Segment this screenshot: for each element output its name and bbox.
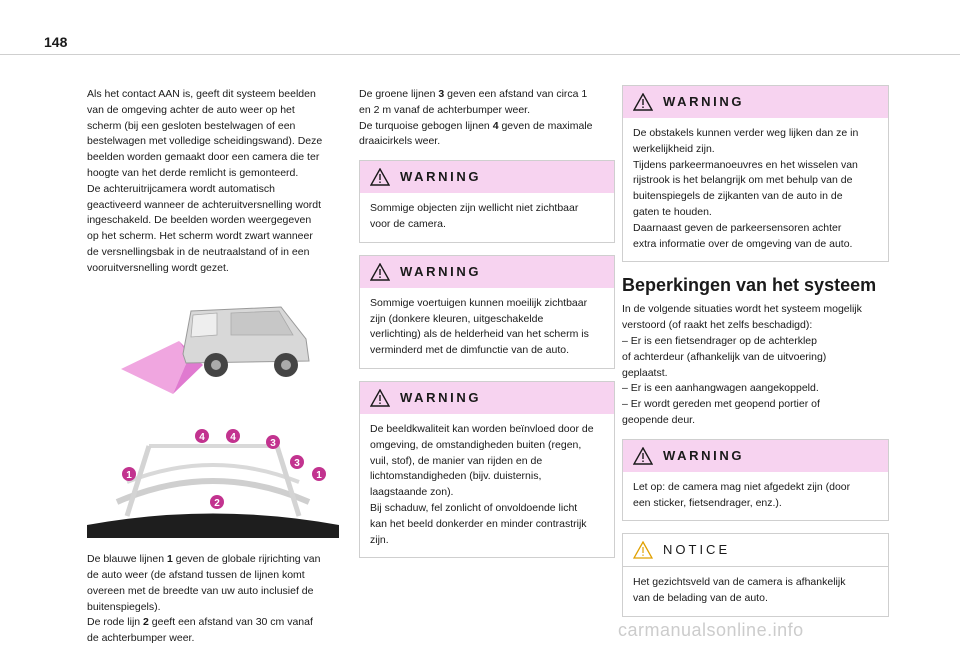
page-number: 148 — [44, 34, 68, 50]
warning-box — [359, 255, 615, 369]
notice-header — [623, 534, 888, 567]
svg-text:2: 2 — [214, 498, 220, 510]
warning-text: Sommige objecten zijn wellicht niet zichtbaar voor de camera. — [370, 202, 579, 230]
notice-box — [622, 533, 889, 617]
warning-box — [622, 85, 889, 262]
limitations-text: In de volgende situaties wordt het systeem mogelijk verstoord (of raakt het zelfs beschadigd): – Er is een fietsendrager op de achterklep of achterdeur (afhankelijk van de uitvoering) geplaatst. – Er is een aanhangwagen aangekoppeld. – Er wordt gereden met geopend portier of geopende deur. — [622, 303, 862, 426]
guideline-caption: De blauwe lijnen 1 geven de globale rijrichting van de auto weer (de afstand tussen de lijnen komt overeen met de breedte van uw auto inclusief de buitenspiegels). De rode lijn 2 geeft een afstand van 30 cm vanaf de achterbumper weer. — [87, 553, 321, 645]
notice-triangle-icon — [633, 541, 653, 559]
svg-text:4: 4 — [230, 432, 236, 444]
warning-text: Sommige voertuigen kunnen moeilijk zichtbaar zijn (donkere kleuren, uitgeschakelde verlichting) als de helderheid van het scherm is verminderd met de dimfunctie van de auto. — [370, 296, 589, 357]
svg-text:3: 3 — [270, 438, 276, 450]
warning-title: WARNING — [400, 169, 482, 185]
marker-4-left — [195, 429, 209, 443]
marker-3-upper — [266, 435, 280, 449]
warning-box — [359, 160, 615, 243]
warning-title: WARNING — [663, 447, 745, 463]
warning-header — [360, 382, 614, 414]
van-rear-window — [191, 313, 217, 337]
warning-header — [623, 440, 888, 472]
warning-header — [623, 86, 888, 118]
marker-3-lower — [290, 455, 304, 469]
warning-header — [360, 256, 614, 288]
warning-header — [360, 161, 614, 193]
warning-title: WARNING — [400, 263, 482, 279]
notice-title: NOTICE — [663, 542, 731, 558]
warning-triangle-icon — [633, 447, 653, 465]
warning-title: WARNING — [663, 94, 745, 110]
camera-guideline-diagram — [87, 412, 339, 538]
warning-triangle-icon — [370, 168, 390, 186]
warning-box — [622, 439, 889, 522]
warning-box — [359, 381, 615, 558]
marker-2 — [210, 495, 224, 509]
svg-text:1: 1 — [126, 470, 132, 482]
warning-text: Let op: de camera mag niet afgedekt zijn (door een sticker, fietsendrager, enz.). — [633, 480, 851, 509]
notice-text: Het gezichtsveld van de camera is afhankelijk van de belading van de auto. — [633, 576, 846, 605]
header-rule — [0, 54, 960, 55]
warning-triangle-icon — [370, 263, 390, 281]
marker-1-left — [122, 467, 136, 481]
warning-triangle-icon — [633, 93, 653, 111]
svg-text:4: 4 — [199, 432, 205, 444]
warning-title: WARNING — [400, 390, 482, 406]
warning-text: De beeldkwaliteit kan worden beïnvloed door de omgeving, de omstandigheden buiten (regen, vuil, stof), de manier van rijden en de lichtomstandigheden (bijv. duisternis, laagstaande zon). Bij schaduw, fel zonlicht of onvoldoende licht kan het beeld donkerder en minder contrastrijk zijn. — [370, 422, 594, 546]
watermark: carmanualsonline.info — [618, 620, 804, 640]
warning-triangle-icon — [370, 389, 390, 407]
section-heading: Beperkingen van het systeem — [622, 275, 877, 296]
column-2 — [359, 87, 615, 570]
camera-car-illustration — [121, 299, 321, 399]
green-lines-paragraph: De groene lijnen 3 geven een afstand van circa 1 en 2 m vanaf de achterbumper weer. De turquoise gebogen lijnen 4 geven de maximale draaicirkels weer. — [359, 88, 593, 148]
column-1 — [87, 87, 339, 657]
column-3 — [622, 85, 889, 629]
marker-4-right — [226, 429, 240, 443]
warning-text: De obstakels kunnen verder weg lijken dan ze in werkelijkheid zijn. Tijdens parkeermanoeuvres en het wisselen van rijstrook is het belangrijk om met behulp van de buitenspiegels de zijkanten van de auto in de gaten te houden. Daarnaast geven de parkeersensoren achter extra informatie over de omgeving van de auto. — [633, 127, 859, 250]
svg-text:3: 3 — [294, 458, 300, 470]
svg-text:1: 1 — [316, 470, 322, 482]
intro-paragraph: Als het contact AAN is, geeft dit systeem beelden van de omgeving achter de auto weer op het scherm (bij een gesloten bestelwagen of een bestelwagen met volledige scheidingswand). Deze beelden worden gemaakt door een camera die ter hoogte van het derde remlicht is gemonteerd. De achteruitrijcamera wordt automatisch geactiveerd wanneer de achteruitversnelling wordt ingeschakeld. De beelden worden weergegeven op het scherm. Het scherm wordt zwart wanneer de versnellingsbak in de neutraalstand of in een vooruitversnelling wordt gezet. — [87, 88, 323, 274]
marker-1-right — [312, 467, 326, 481]
